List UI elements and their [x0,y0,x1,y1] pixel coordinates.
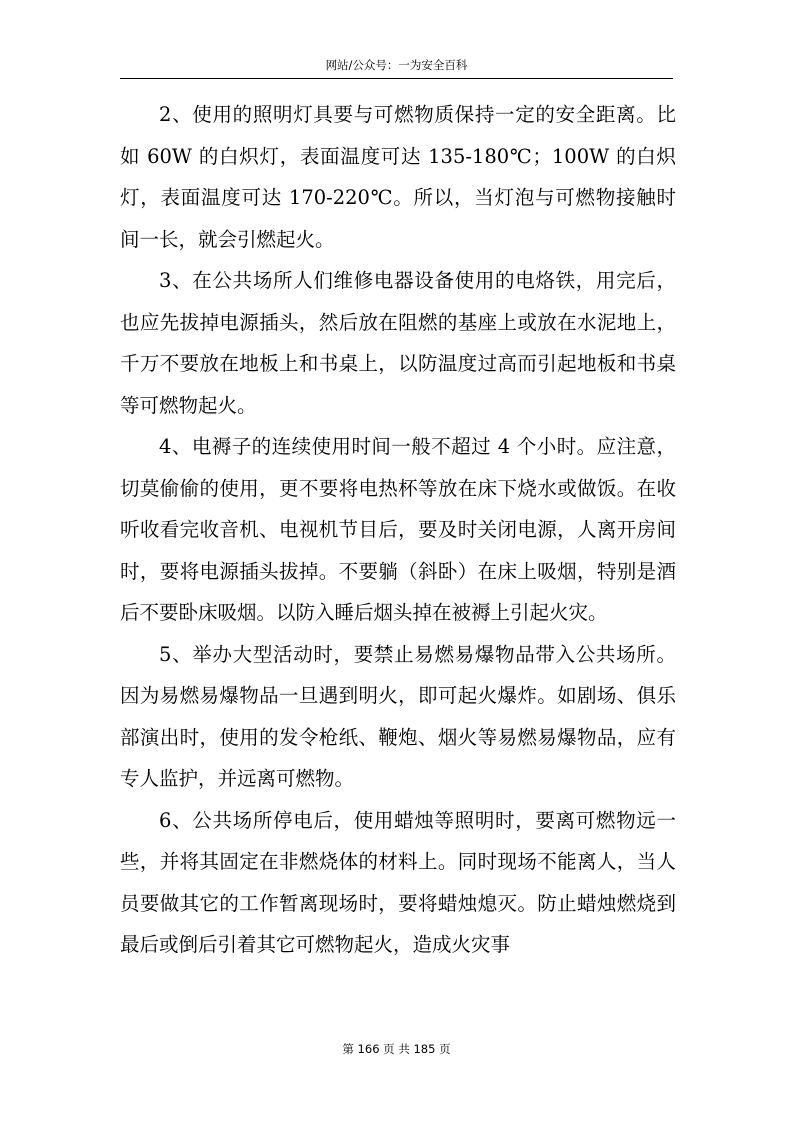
paragraph-item-2: 2、使用的照明灯具要与可燃物质保持一定的安全距离。比如 60W 的白炽灯，表面温度可达 135-180℃；100W 的白炽灯，表面温度可达 170-220℃。所以，当灯泡与可燃物接触时间一长，就会引燃起火。 [120,103,676,251]
page-header: 网站/公众号：一为安全百科 [325,58,468,72]
paragraph-item-6: 6、公共场所停电后，使用蜡烛等照明时，要离可燃物远一些，并将其固定在非燃烧体的材料上。同时现场不能离人，当人员要做其它的工作暂离现场时，要将蜡烛熄灭。防止蜡烛燃烧到最后或倒后引着其它可燃物起火，造成火灾事 [120,808,676,956]
paragraph-item-3: 3、在公共场所人们维修电器设备使用的电烙铁，用完后，也应先拔掉电源插头，然后放在阻燃的基座上或放在水泥地上，千万不要放在地板上和书桌上，以防温度过高而引起地板和书桌等可燃物起火。 [120,269,676,417]
page-footer: 第 166 页 共 185 页 [342,1042,451,1056]
paragraph-item-5: 5、举办大型活动时，要禁止易燃易爆物品带入公共场所。因为易燃易爆物品一旦遇到明火，即可起火爆炸。如剧场、俱乐部演出时，使用的发令枪纸、鞭炮、烟火等易燃易爆物品，应有专人监护，并远离可燃物。 [120,642,676,790]
paragraph-item-4: 4、电褥子的连续使用时间一般不超过 4 个小时。应注意，切莫偷偷的使用，更不要将电热杯等放在床下烧水或做饭。在收听收看完收音机、电视机节目后，要及时关闭电源，人离开房间时，要将电源插头拔掉。不要躺（斜卧）在床上吸烟，特别是酒后不要卧床吸烟。以防入睡后烟头掉在被褥上引起火灾。 [120,435,676,624]
document-body [120,94,676,966]
header-divider [120,78,673,79]
